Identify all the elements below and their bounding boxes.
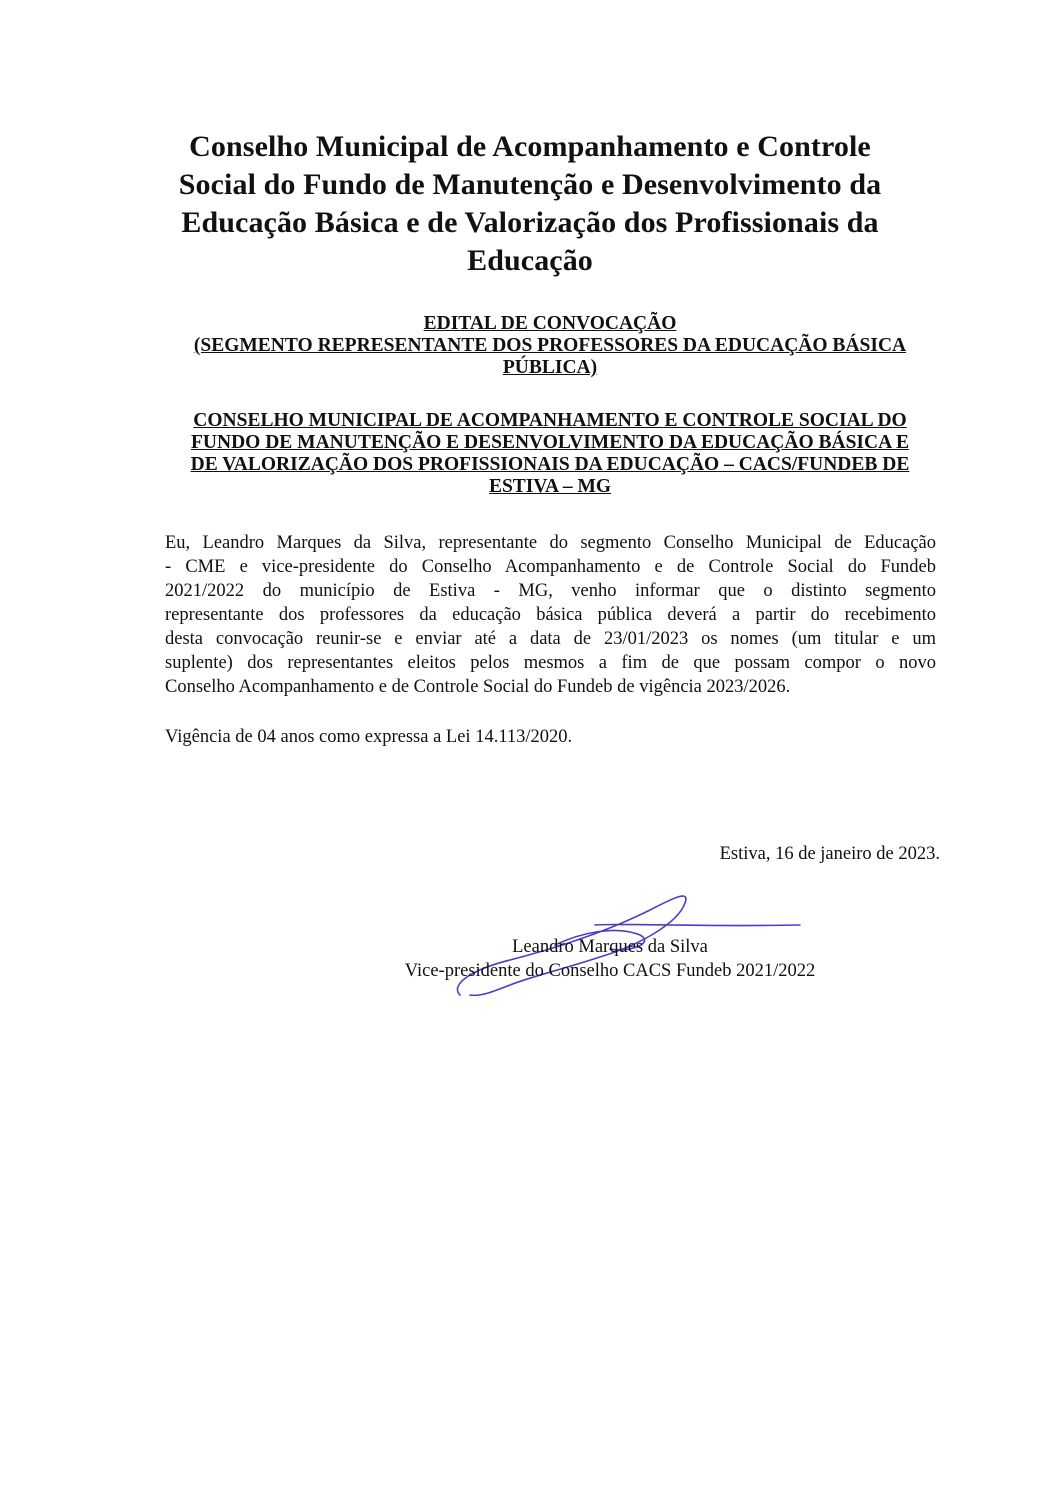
edital-line: EDITAL DE CONVOCAÇÃO	[423, 313, 677, 334]
body-line: suplente) dos representantes eleitos pelos mesmos a fim de que possam compor o novo	[165, 653, 936, 673]
signatory-name: Leandro Marques da Silva	[512, 937, 708, 957]
body-paragraph	[165, 531, 936, 699]
edital-line: PÚBLICA)	[502, 357, 598, 378]
conselho-line: ESTIVA – MG	[488, 476, 612, 497]
body-line: Conselho Acompanhamento e de Controle Social do Fundeb de vigência 2023/2026.	[165, 677, 791, 697]
council-title-line: Educação Básica e de Valorização dos Profissionais da	[181, 206, 879, 239]
council-title-line: Social do Fundo de Manutenção e Desenvolvimento da	[178, 168, 882, 201]
body-line: - CME e vice-presidente do Conselho Acompanhamento e de Controle Social do Fundeb	[165, 557, 936, 577]
edital-heading	[160, 313, 940, 379]
body-line: representante dos professores da educação básica pública deverá a partir do recebimento	[165, 605, 936, 625]
conselho-line: DE VALORIZAÇÃO DOS PROFISSIONAIS DA EDUCAÇÃO – CACS/FUNDEB DE	[190, 454, 910, 475]
body-line: Eu, Leandro Marques da Silva, representante do segmento Conselho Municipal de Educação	[165, 533, 936, 553]
date-line: Estiva, 16 de janeiro de 2023.	[719, 844, 940, 864]
body-line: 2021/2022 do município de Estiva - MG, venho informar que o distinto segmento	[165, 581, 936, 601]
edital-line: (SEGMENTO REPRESENTANTE DOS PROFESSORES DA EDUCAÇÃO BÁSICA	[193, 335, 907, 356]
conselho-line: FUNDO DE MANUTENÇÃO E DESENVOLVIMENTO DA EDUCAÇÃO BÁSICA E	[191, 432, 909, 453]
vigencia-paragraph: Vigência de 04 anos como expressa a Lei 14.113/2020.	[165, 727, 573, 747]
council-title	[150, 128, 910, 280]
conselho-line: CONSELHO MUNICIPAL DE ACOMPANHAMENTO E CONTROLE SOCIAL DO	[193, 410, 907, 431]
council-title-line: Educação	[467, 244, 593, 277]
signature-block	[350, 935, 870, 983]
conselho-heading	[160, 410, 940, 498]
signatory-role: Vice-presidente do Conselho CACS Fundeb 2021/2022	[404, 961, 816, 981]
council-title-line: Conselho Municipal de Acompanhamento e Controle	[189, 130, 871, 163]
body-line: desta convocação reunir-se e enviar até a data de 23/01/2023 os nomes (um titular e um	[165, 629, 936, 649]
